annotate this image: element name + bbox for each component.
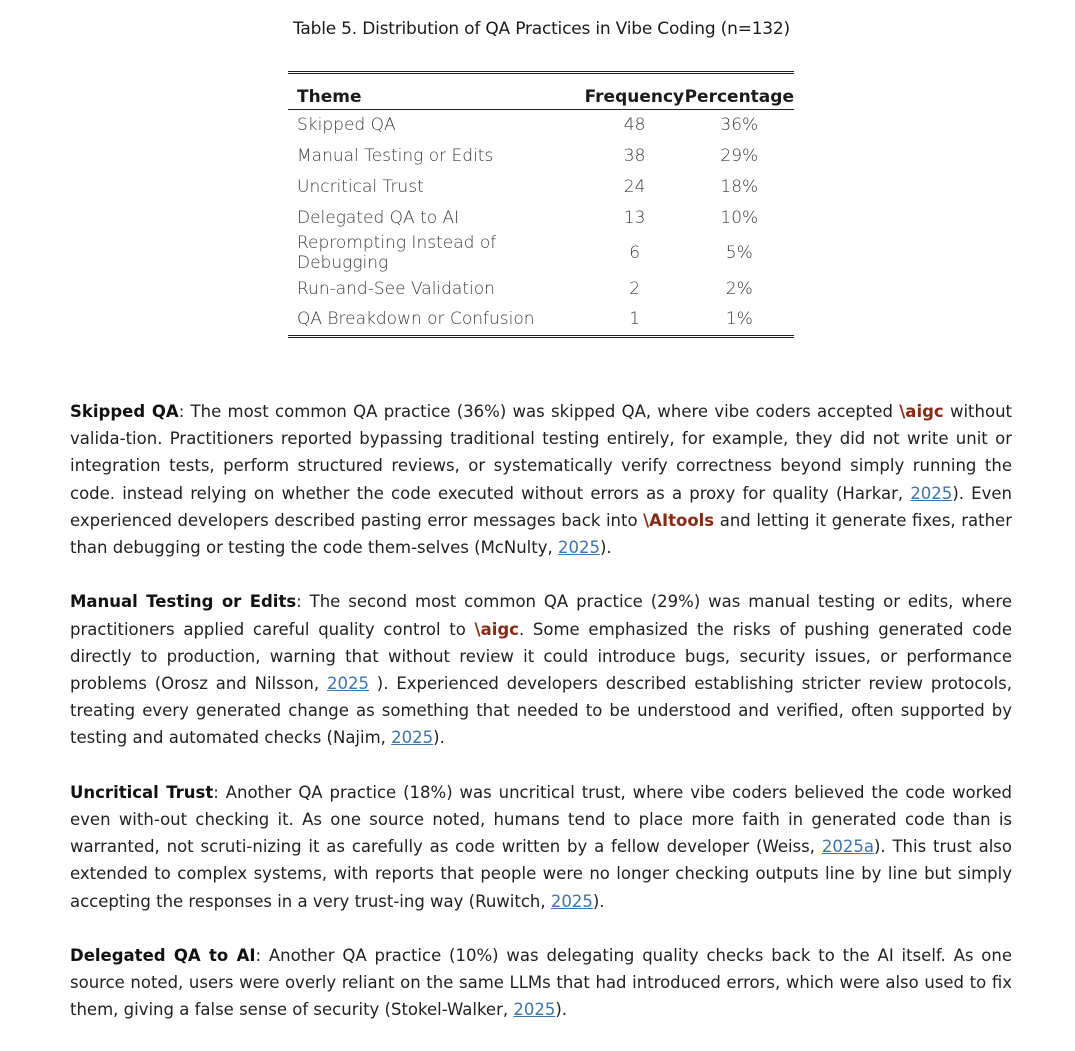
qa-practices-table-container [288, 71, 794, 338]
citation-link[interactable]: 2025 [513, 1000, 556, 1020]
table-header-row [288, 73, 794, 110]
body-text [70, 398, 1012, 1051]
table-row [288, 110, 794, 141]
latex-macro: \aigc [899, 402, 944, 421]
table-caption: Table 5. Distribution of QA Practices in Vibe Coding (n=132) [293, 19, 790, 39]
cell-theme: Reprompting Instead of Debugging [297, 233, 497, 274]
paragraph-text: ). This trust also extended to complex systems, with reports that people were no longer checking outputs line by line but simply accepting the responses in a very trust-ing way (Ruwitch, [70, 837, 1012, 911]
header-frequency: Frequency [585, 73, 685, 110]
cell-theme: Manual Testing or Edits [297, 146, 494, 167]
cell-theme: Delegated QA to AI [297, 207, 460, 228]
table-row [288, 202, 794, 233]
table-row [288, 273, 794, 304]
cell-frequency: 6 [629, 243, 641, 264]
table-row [288, 233, 794, 273]
paragraph-heading: Uncritical Trust [70, 782, 214, 802]
cell-frequency: 24 [623, 176, 646, 197]
cell-percentage: 2% [725, 278, 753, 299]
cell-frequency: 2 [629, 278, 641, 299]
cell-percentage: 36% [720, 115, 759, 136]
latex-macro: \aigc [474, 619, 519, 639]
cell-percentage: 29% [720, 146, 759, 167]
citation-link[interactable]: 2025 [557, 538, 600, 558]
paragraph-text: and letting it generate fixes, rather than debugging or testing the code them-selves (McNulty, [70, 510, 1012, 558]
paragraph-text: : The second most common QA practice (29%) was manual testing or edits, where practitioners applied careful quality control to [70, 592, 1012, 639]
cell-frequency: 1 [629, 309, 641, 330]
paragraph-text: : The most common QA practice (36%) was skipped QA, where vibe coders accepted [178, 402, 900, 421]
cell-percentage: 5% [725, 243, 753, 264]
paragraph-heading: Delegated QA to AI [70, 946, 256, 966]
latex-macro: \AItools [643, 510, 715, 530]
table-row [288, 141, 794, 172]
cell-percentage: 18% [720, 176, 759, 197]
paragraph-text: : Another QA practice (10%) was delegating quality checks back to the AI itself. As one source noted, users were overly reliant on the same LLMs that had introduced errors, which were also used to fix them, giving a false sense of security (Stokel-Walker, [70, 946, 1012, 1020]
citation-link[interactable]: 2025 [550, 891, 593, 911]
table-row [288, 172, 794, 203]
paragraph-skipped-qa [70, 398, 1012, 561]
cell-percentage: 10% [720, 207, 759, 228]
cell-frequency: 48 [623, 115, 646, 136]
cell-theme: Uncritical Trust [297, 176, 424, 197]
cell-percentage: 1% [725, 309, 753, 330]
paragraph-text: ). [555, 1000, 568, 1020]
header-theme: Theme [288, 73, 585, 110]
cell-theme: QA Breakdown or Confusion [297, 309, 535, 330]
cell-frequency: 13 [623, 207, 646, 228]
citation-link[interactable]: 2025a [821, 837, 874, 857]
paragraph-heading: Skipped QA [70, 402, 179, 421]
paragraph-delegated-qa [70, 942, 1012, 1024]
paragraph-text: : Another QA practice (18%) was uncritical trust, where vibe coders believed the code worked even with-out checking it. As one source noted, humans tend to place more faith in generated code than is warranted, not scruti-nizing it as carefully as code written by a fellow developer (Weiss, [70, 782, 1012, 857]
header-percentage: Percentage [685, 73, 794, 110]
cell-frequency: 38 [623, 146, 646, 167]
paragraph-text: ). [433, 728, 445, 748]
table-row [288, 304, 794, 336]
citation-link[interactable]: 2025 [326, 674, 369, 694]
paragraph-manual-testing [70, 588, 1012, 751]
paragraph-text: ). Even experienced developers described pasting error messages back into [70, 483, 1012, 530]
paragraph-text: . Some emphasized the risks of pushing generated code directly to production, warning that without review it could introduce bugs, security issues, or performance problems (Orosz and Nilsson, [70, 619, 1013, 694]
paragraph-uncritical-trust [70, 779, 1012, 915]
paragraph-text: ). Experienced developers described establishing stricter review protocols, treating every generated change as something that needed to be understood and verified, often supported by testing and automated checks (Najim, [70, 674, 1012, 748]
citation-link[interactable]: 2025 [910, 483, 953, 503]
paragraph-heading: Manual Testing or Edits [70, 592, 297, 612]
cell-theme: Run-and-See Validation [297, 278, 495, 299]
paragraph-text: ). [592, 891, 605, 911]
paragraph-text: ). [599, 538, 612, 558]
citation-link[interactable]: 2025 [391, 728, 434, 748]
paragraph-text: without valida-tion. Practitioners reported bypassing traditional testing entirely, for example, they did not write unit or integration tests, perform structured reviews, or systematically verify correctness beyond simply running the code. instead relying on whether the code executed without errors as a proxy for quality (Harkar, [70, 402, 1013, 503]
cell-theme: Skipped QA [297, 115, 396, 136]
qa-practices-table [288, 71, 794, 338]
